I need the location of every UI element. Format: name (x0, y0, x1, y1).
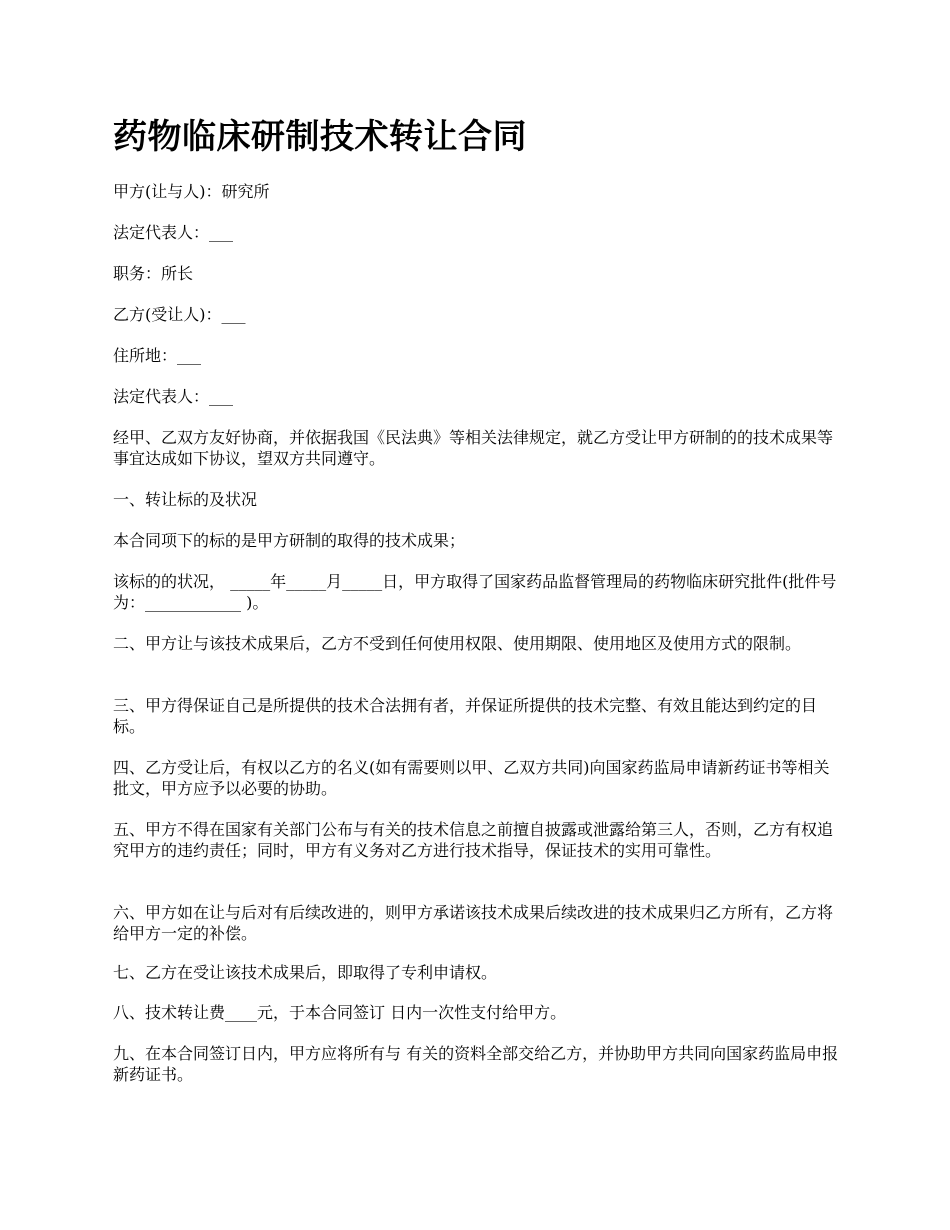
party-a-line: 甲方(让与人)：研究所 (113, 182, 270, 201)
clause-9: 九、在本合同签订日内，甲方应将所有与 有关的资料全部交给乙方，并协助甲方共同向国家药监局申报新药证书。 (113, 1044, 839, 1084)
clause-2: 二、甲方让与该技术成果后，乙方不受到任何使用权限、使用期限、使用地区及使用方式的限制。 (113, 634, 802, 653)
party-b-representative-line: 法定代表人：___ (113, 387, 234, 406)
section-1-heading: 一、转让标的及状况 (113, 490, 258, 509)
party-b-address-line: 住所地：___ (113, 346, 202, 365)
clause-3: 三、甲方得保证自己是所提供的技术合法拥有者，并保证所提供的技术完整、有效且能达到约定的目标。 (113, 696, 818, 736)
contract-document (113, 112, 843, 162)
preamble-paragraph: 经甲、乙双方友好协商，并依据我国《民法典》等相关法律规定，就乙方受让甲方研制的的技术成果等事宜达成如下协议，望双方共同遵守。 (113, 428, 834, 468)
clause-6: 六、甲方如在让与后对有后续改进的，则甲方承诺该技术成果后续改进的技术成果归乙方所有，乙方将给甲方一定的补偿。 (113, 903, 834, 943)
party-a-representative-line: 法定代表人：___ (113, 223, 234, 242)
party-b-line: 乙方(受让人)：___ (113, 305, 246, 324)
clause-5: 五、甲方不得在国家有关部门公布与有关的技术信息之前擅自披露或泄露给第三人，否则，乙方有权追究甲方的违约责任；同时，甲方有义务对乙方进行技术指导，保证技术的实用可靠性。 (113, 820, 834, 860)
clause-8: 八、技术转让费____元，于本合同签订 日内一次性支付给甲方。 (113, 1003, 567, 1022)
document-title: 药物临床研制技术转让合同 (113, 117, 527, 157)
clause-subject: 本合同项下的标的是甲方研制的取得的技术成果； (113, 531, 466, 550)
party-a-position-line: 职务：所长 (113, 264, 194, 283)
clause-4: 四、乙方受让后，有权以乙方的名义(如有需要则以甲、乙双方共同)向国家药监局申请新药证书等相关批文，甲方应予以必要的协助。 (113, 758, 830, 798)
clause-7: 七、乙方在受让该技术成果后，即取得了专利申请权。 (113, 963, 498, 982)
clause-subject-status: 该标的的状况， _____年_____月_____日，甲方取得了国家药品监督管理局的药物临床研究批件(批件号为：____________ )。 (113, 572, 837, 612)
